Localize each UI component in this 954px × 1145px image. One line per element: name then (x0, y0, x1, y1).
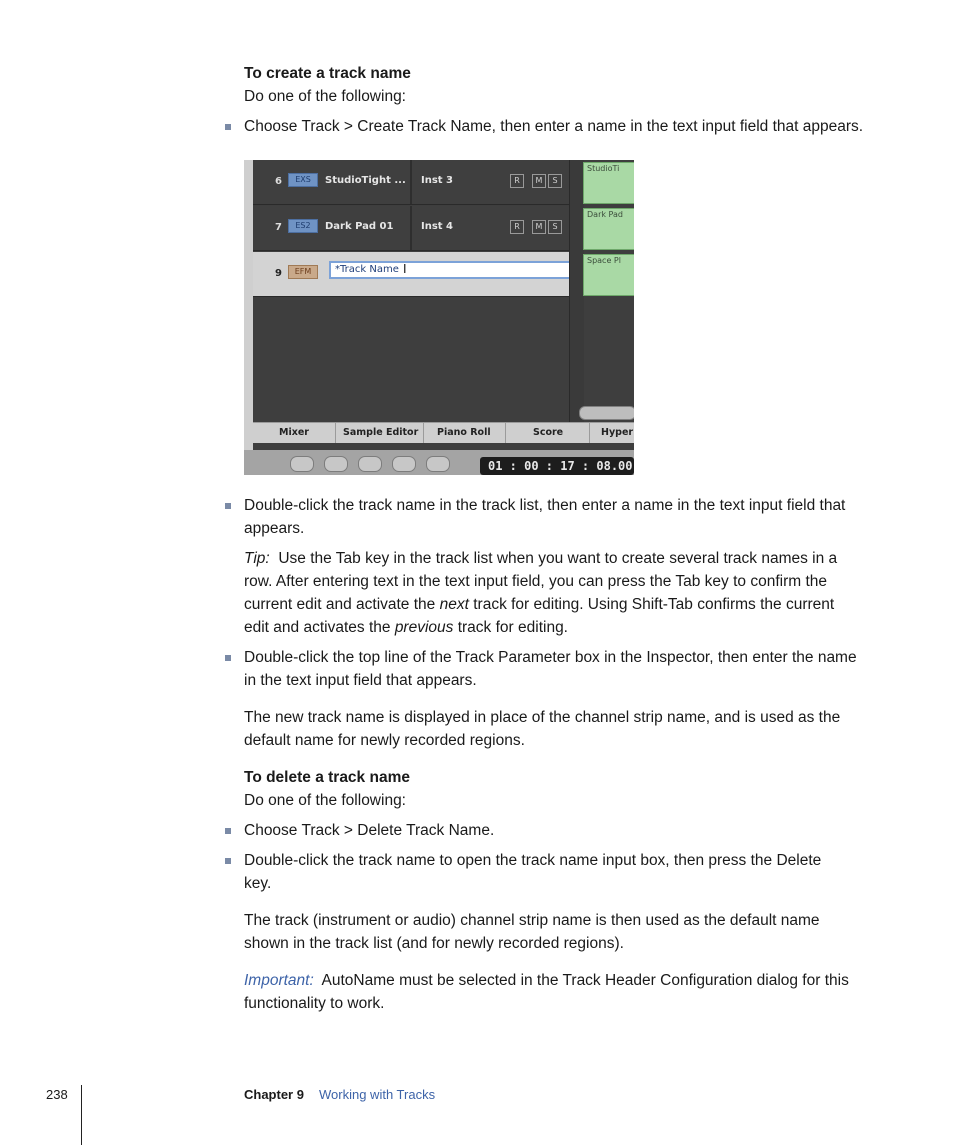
tab-separator (335, 423, 336, 443)
important-label: Important: (244, 972, 314, 989)
intro-text: Do one of the following: (244, 88, 406, 105)
tip-text: track for editing. Using Shift-Tab confirms the current (473, 596, 835, 613)
instrument-icon: EFM (288, 265, 318, 279)
section-heading-create: To create a track name (244, 65, 411, 82)
track-name-input-value: *Track Name (335, 264, 399, 275)
bullet-text: Double-click the track name to open the track name input box, then press the Delete (244, 852, 822, 869)
region-label: Space Pl (587, 256, 621, 265)
tip-text: row. After entering text in the text input field, you can press the Tab key to confirm the (244, 573, 828, 590)
solo-button: S (548, 174, 562, 188)
column-divider (569, 160, 584, 422)
body-paragraph: The new track name is displayed in place of the channel strip name, and is used as the (244, 709, 841, 726)
tip-emphasis: previous (394, 619, 454, 636)
bullet-text: Choose Track > Create Track Name, then enter a name in the text input field that appears. (244, 118, 864, 135)
body-paragraph: The track (instrument or audio) channel strip name is then used as the default name (244, 912, 820, 929)
tip-text: track for editing. (457, 619, 568, 636)
tip-paragraph (244, 547, 837, 570)
horizontal-scrollbar (579, 406, 634, 420)
bullet-marker (225, 124, 231, 130)
tab-hyper: Hyper (601, 427, 634, 438)
tab-bar (253, 422, 634, 443)
region (583, 208, 634, 250)
bullet-text: key. (244, 875, 272, 892)
track-number: 6 (275, 176, 282, 187)
section-heading-delete: To delete a track name (244, 769, 410, 786)
track-row (253, 160, 569, 205)
important-text: functionality to work. (244, 995, 385, 1012)
track-instrument: Inst 3 (421, 175, 454, 186)
tip-text: edit and activates the (244, 619, 391, 636)
instrument-icon: ES2 (288, 219, 318, 233)
bullet-text: Double-click the track name in the track list, then enter a name in the text input field that (244, 497, 846, 514)
track-row-selected (253, 252, 569, 297)
track-name: Dark Pad 01 (325, 221, 394, 232)
bullet-text: appears. (244, 520, 305, 537)
track-name: StudioTight ... (325, 175, 406, 186)
tab-piano-roll: Piano Roll (437, 427, 491, 438)
record-icon (426, 456, 450, 472)
tab-mixer: Mixer (279, 427, 309, 438)
tab-separator (505, 423, 506, 443)
body-paragraph: default name for newly recorded regions. (244, 732, 525, 749)
region (583, 254, 634, 296)
tip-text (244, 593, 834, 616)
intro-text: Do one of the following: (244, 792, 406, 809)
page-number: 238 (46, 1087, 68, 1102)
track-instrument: Inst 4 (421, 221, 454, 232)
divider (410, 160, 412, 204)
tab-sample-editor: Sample Editor (343, 427, 419, 438)
chapter-label: Chapter 9 (244, 1087, 304, 1102)
text-cursor-icon: I (403, 262, 407, 276)
bullet-text: Choose Track > Delete Track Name. (244, 822, 495, 839)
tab-separator (589, 423, 590, 443)
region-label: StudioTi (587, 164, 620, 173)
tab-separator (423, 423, 424, 443)
region (583, 162, 634, 204)
footer-divider (81, 1085, 82, 1145)
tip-label: Tip: (244, 550, 270, 567)
important-text: AutoName must be selected in the Track Header Configuration dialog for this (321, 972, 849, 989)
bullet-marker (225, 828, 231, 834)
record-button: R (510, 220, 524, 234)
tip-text: Use the Tab key in the track list when you want to create several track names in a (278, 550, 838, 567)
screenshot-left-edge (244, 160, 253, 475)
bullet-marker (225, 503, 231, 509)
mute-button: M (532, 174, 546, 188)
solo-button: S (548, 220, 562, 234)
important-paragraph (244, 969, 849, 992)
rewind-icon (290, 456, 314, 472)
tab-score: Score (533, 427, 564, 438)
bullet-text: Double-click the top line of the Track Parameter box in the Inspector, then enter the name (244, 649, 857, 666)
stop-icon (324, 456, 348, 472)
mute-button: M (532, 220, 546, 234)
instrument-icon: EXS (288, 173, 318, 187)
time-display-value: 01 : 00 : 17 : 08.00 (488, 459, 633, 473)
region-label: Dark Pad (587, 210, 623, 219)
chapter-title-link[interactable]: Working with Tracks (319, 1087, 436, 1102)
track-name-input (329, 261, 577, 279)
pause-icon (392, 456, 416, 472)
bullet-text: in the text input field that appears. (244, 672, 477, 689)
tip-emphasis: next (439, 596, 469, 613)
time-display (480, 457, 634, 475)
body-paragraph: shown in the track list (and for newly recorded regions). (244, 935, 624, 952)
track-number: 9 (275, 268, 282, 279)
play-icon (358, 456, 382, 472)
track-list-screenshot (244, 160, 634, 475)
bullet-marker (225, 655, 231, 661)
tip-text: current edit and activate the (244, 596, 436, 613)
track-number: 7 (275, 222, 282, 233)
track-row (253, 206, 569, 251)
record-button: R (510, 174, 524, 188)
tip-text (244, 616, 568, 639)
divider (410, 206, 412, 250)
bullet-marker (225, 858, 231, 864)
